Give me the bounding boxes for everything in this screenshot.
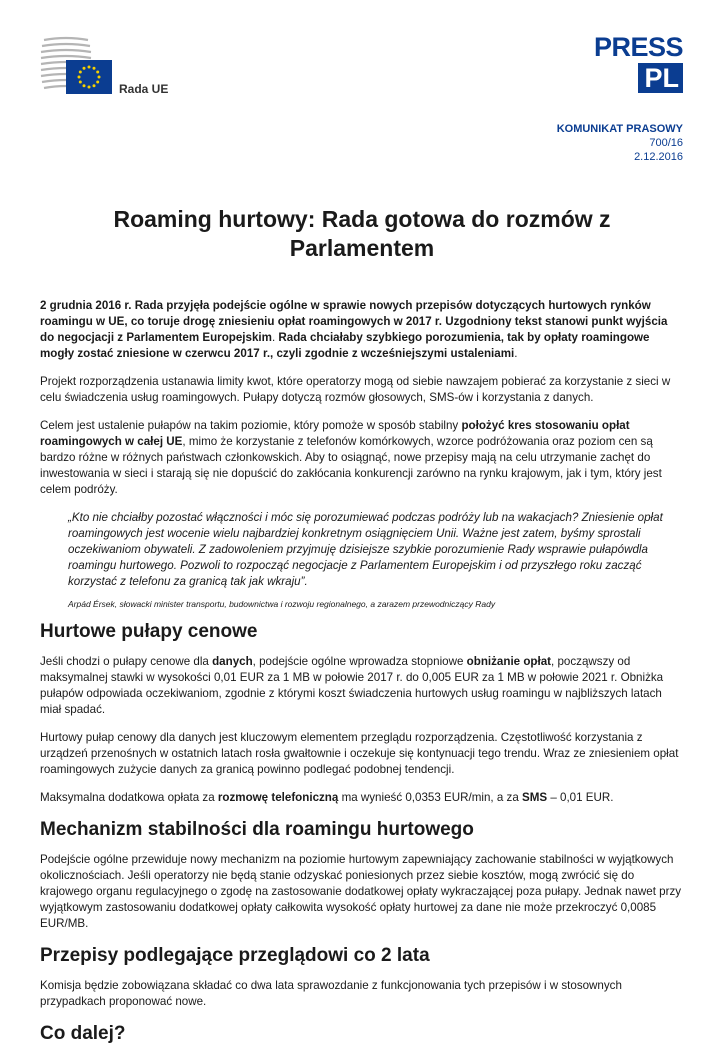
voice-text-a: Maksymalna dodatkowa opłata za	[40, 791, 218, 804]
release-date: 2.12.2016	[634, 151, 683, 163]
section-heading-next-steps: Co dalej?	[40, 1023, 126, 1044]
paragraph-data-caps	[40, 654, 684, 718]
minister-quote: „Kto nie chciałby pozostać włączności i móc się porozumiewać podczas podróży lub na wakacjach? Zniesienie opłat roamingowych jest wocenie wielu najbardziej konkretnym osiągnięciem Unii. Ważne jest zatem, byśmy sprostali oczekiwaniom obywateli. Z zadowoleniem przyjmuję dzisiejsze szybkie porozumienie Rady wsprawie pułapówdla roamingu hurtowego. Pozwoli to rozpocząć negocjacje z Parlamentem Europejskim i od przyszłego roku zacząć korzystać z telefonu za granicą tak jak wkraju”.	[68, 511, 663, 588]
article-body	[40, 298, 684, 1056]
paragraph-stability: Podejście ogólne przewiduje nowy mechanizm na poziomie hurtowym zapewniający zachowanie stabilności w wyjątkowych okolicznościach. Jeśli operatorzy nie będą stanie odzyskać poniesionych przez siebie kosztów, mogą zwrócić się do krajowego organu regulacyjnego o zgodę na zastosowanie dodatkowej opłaty wykraczającej poza pułapy. Jednak nawet przy wyjątkowym zastosowaniu dodatkowej opłaty całkowita wysokość opłaty hurtowej za dane nie może przekroczyć 0,0085 EUR/MB.	[40, 853, 682, 930]
paragraph-regulation: Projekt rozporządzenia ustanawia limity kwot, które operatorzy mogą od siebie nawzajem pobierać za korzystanie z sieci w celu świadczenia usług roamingowych. Pułapy dotyczą rozmów głosowych, SMS-ów i korzystania z danych.	[40, 375, 671, 404]
lead-paragraph	[40, 298, 684, 362]
lead-part-1: 2 grudnia 2016 r. Rada przyjęła podejście ogólne w sprawie nowych przepisów dotyczących hurtowych rynków roamingu w UE, co toruje drogę zniesieniu opłat roamingowych w 2017 r. Uzgodniony tekst stanowi punkt wyjścia do negocjacji z Parlamentem Europejskim	[40, 299, 668, 344]
voice-text-e: – 0,01 EUR.	[547, 791, 614, 804]
caps-text-c: , podejście ogólne wprowadza stopniowe	[252, 655, 467, 668]
caps-text-bold-reduction: obniżanie opłat	[466, 655, 552, 668]
release-type: KOMUNIKAT PRASOWY	[556, 123, 683, 135]
press-word: PRESS	[593, 32, 683, 62]
paragraph-data-review: Hurtowy pułap cenowy dla danych jest kluczowym elementem przeglądu rozporządzenia. Częstotliwość korzystania z urządzeń przenośnych w ostatnich latach rosła gwałtownie i oczekuje się kontynuacji tego trendu. Wraz ze zniesieniem opłat roamingowych zużycie danych za granicą powinno podlegać podobnej tendencji.	[40, 731, 679, 776]
lead-separator: .	[271, 331, 276, 344]
section-heading-review: Przepisy podlegające przeglądowi co 2 lata	[40, 945, 430, 966]
section-heading-price-caps: Hurtowe pułapy cenowe	[40, 621, 258, 642]
release-number: 700/16	[649, 137, 683, 149]
goal-text-a: Celem jest ustalenie pułapów na takim poziomie, który pomoże w sposób stabilny	[40, 419, 462, 432]
eu-flag-icon	[66, 60, 112, 94]
page-title: Roaming hurtowy: Rada gotowa do rozmów z Parlamentem	[113, 206, 611, 261]
caps-text-e: , począwszy od maksymalnej stawki w wysokości 0,01 EUR za 1 MB w połowie 2017 r. do 0,005 EUR za 1 MB w połowie 2021 r. Obniżka pułapów odpowiada oczekiwaniom, zgodnie z którymi koszt świadczenia hurtowych usług roamingu w najbliższych latach miał spadać.	[40, 655, 664, 716]
goal-text-bold: położyć kres stosowaniu opłat roamingowych w całej UE	[40, 419, 630, 448]
voice-text-bold-sms: SMS	[522, 791, 548, 804]
release-meta	[557, 122, 683, 164]
paragraph-voice-sms	[40, 790, 684, 806]
caps-text-a: Jeśli chodzi o pułapy cenowe dla	[40, 655, 213, 668]
press-badge	[583, 34, 683, 93]
language-badge: PL	[638, 63, 683, 93]
paragraph-review: Komisja będzie zobowiązana składać co dwa lata sprawozdanie z funkcjonowania tych przepisów i w stosownych przypadkach proponować nowe.	[40, 979, 622, 1008]
council-logo	[40, 34, 180, 104]
paragraph-goal	[40, 418, 684, 498]
lead-end: .	[514, 347, 518, 360]
quote-author: Arpád Érsek, słowacki minister transportu, budownictwa i rozwoju regionalnego, a zarazem przewodniczący Rady	[68, 599, 496, 609]
section-heading-stability: Mechanizm stabilności dla roamingu hurtowego	[40, 819, 474, 840]
voice-text-c: ma wynieść 0,0353 EUR/min, a za	[338, 791, 522, 804]
lead-part-2: Rada chciałaby szybkiego porozumienia, tak by opłaty roamingowe mogły zostać zniesione w czerwcu 2017 r., czyli zgodnie z wcześniejszymi ustaleniami	[40, 331, 650, 360]
caps-text-bold-data: danych	[212, 655, 253, 668]
voice-text-bold-call: rozmowę telefoniczną	[217, 791, 339, 804]
goal-text-c: , mimo że korzystanie z telefonów komórkowych, wzorce podróżowania oraz poziom cen są bardzo różne w różnych państwach członkowskich. Aby to osiągnąć, nowe przepisy mają na celu utrzymanie zachęt do inwestowania w sieci i starają się nie dopuścić do zakłócania konkurencji zarówno na rynku krajowym, jak i tym, który jest celem podróży.	[40, 435, 662, 496]
org-name: Rada UE	[119, 82, 169, 96]
